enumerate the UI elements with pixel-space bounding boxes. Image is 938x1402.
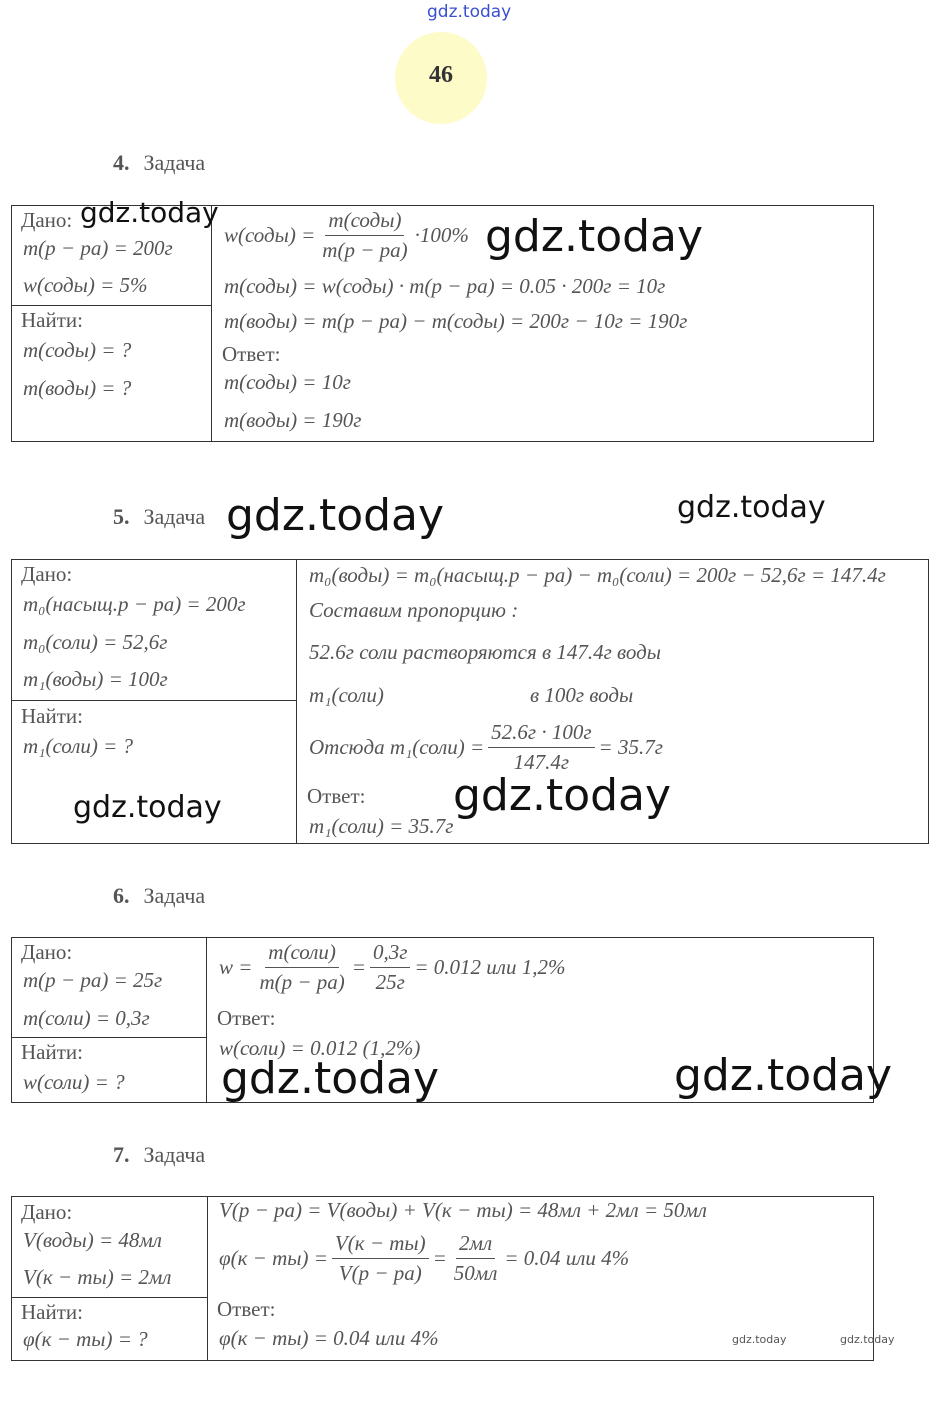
task-5-line-3: 52.6г соли растворяются в 147.4г воды (309, 640, 661, 664)
task-6-formula (219, 940, 565, 995)
task-5-number: 5. (113, 504, 130, 529)
task-6-given-2: m(соли) = 0,3г (23, 1006, 150, 1030)
task-7-f-left: φ(к − ты) = (219, 1246, 328, 1270)
task-4-formula-1 (224, 208, 469, 263)
task-4-given-2: w(соды) = 5% (23, 273, 148, 297)
task-7-f-right: = 0.04 или 4% (504, 1246, 630, 1270)
watermark-4a: gdz.today (80, 196, 219, 229)
watermark-6a: gdz.today (221, 1053, 440, 1104)
task-7-f1-den: V(p − pa) (338, 1261, 422, 1285)
task-7-find-label: Найти: (21, 1300, 83, 1324)
task-4-number: 4. (113, 150, 130, 175)
task-6-f-right: = 0.012 или 1,2% (414, 955, 566, 979)
task-6-f2-den: 25г (375, 970, 405, 994)
task-4-f1-right: ·100% (414, 223, 469, 247)
task-4-given-1: m(p − pa) = 200г (23, 236, 173, 260)
task-7-title: Задача (143, 1142, 206, 1167)
task-5-f-left: Отсюда m₁(соли) = (309, 735, 485, 759)
task-7-fraction-2 (451, 1231, 501, 1286)
task-6-fraction-2 (370, 940, 410, 995)
task-5-f-den: 147.4г (513, 750, 570, 774)
task-7-find-1: φ(к − ты) = ? (23, 1327, 148, 1351)
task-4-answer-label: Ответ: (222, 342, 281, 366)
task-5-given-1: m₀(насыщ.p − pa) = 200г (23, 592, 246, 616)
task-4-f1-den: m(p − pa) (322, 238, 408, 262)
task-4-divider-v (211, 205, 212, 441)
task-6-given-label: Дано: (21, 940, 73, 964)
task-5-find-label: Найти: (21, 704, 83, 728)
task-7-divider-v (207, 1196, 208, 1360)
task-6-f-left: w = (219, 955, 253, 979)
task-5-title: Задача (143, 504, 206, 529)
watermark-5c: gdz.today (73, 790, 222, 825)
task-6-fraction-1 (256, 940, 347, 995)
task-5-divider-h (11, 700, 296, 701)
task-6-answer-label: Ответ: (217, 1006, 276, 1030)
task-5-line-4a: m₁(соли) (309, 683, 384, 707)
task-6-f1-den: m(p − pa) (259, 970, 345, 994)
task-4-find-1: m(соды) = ? (23, 338, 132, 362)
task-6-divider-v (206, 937, 207, 1102)
task-6-find-label: Найти: (21, 1040, 83, 1064)
task-7-eq: = (432, 1246, 447, 1270)
task-6-answer-1: w(соли) = 0.012 (1,2%) (219, 1036, 421, 1060)
task-7-answer-label: Ответ: (217, 1297, 276, 1321)
watermark-4b: gdz.today (485, 211, 704, 262)
task-5-line-4b: в 100г воды (530, 683, 634, 707)
task-6-given-1: m(p − pa) = 25г (23, 968, 163, 992)
task-4-line-2: m(соды) = w(соды) · m(p − pa) = 0.05 · 200г = 10г (224, 274, 666, 298)
task-5-line-2: Составим пропорцию : (309, 598, 519, 622)
task-5-heading (113, 504, 205, 530)
header-watermark: gdz.today (427, 2, 512, 22)
task-5-f-num: 52.6г · 100г (488, 720, 594, 748)
task-4-line-3: m(воды) = m(p − pa) − m(соды) = 200г − 10г = 190г (224, 309, 688, 333)
task-4-title: Задача (143, 150, 206, 175)
task-7-formula (219, 1231, 629, 1286)
task-6-f1-num: m(соли) (265, 940, 339, 968)
task-5-formula (309, 720, 663, 775)
task-7-given-label: Дано: (21, 1200, 73, 1224)
task-7-given-2: V(к − ты) = 2мл (23, 1265, 172, 1289)
task-7-heading (113, 1142, 205, 1168)
task-7-divider-h (11, 1297, 207, 1298)
task-7-line-1: V(p − pa) = V(воды) + V(к − ты) = 48мл + 2мл = 50мл (219, 1198, 707, 1222)
task-7-answer-1: φ(к − ты) = 0.04 или 4% (219, 1326, 439, 1350)
watermark-5d: gdz.today (453, 770, 672, 821)
task-5-answer-label: Ответ: (307, 784, 366, 808)
task-4-given-label: Дано: (21, 208, 73, 232)
task-5-answer-1: m₁(соли) = 35.7г (309, 814, 454, 838)
watermark-7a: gdz.today (732, 1333, 787, 1346)
watermark-6b: gdz.today (674, 1050, 893, 1101)
page-number: 46 (429, 62, 453, 88)
task-5-find-1: m₁(соли) = ? (23, 734, 134, 758)
task-4-answer-1: m(соды) = 10г (224, 370, 351, 394)
task-5-given-3: m₁(воды) = 100г (23, 667, 168, 691)
watermark-5b: gdz.today (677, 490, 826, 525)
task-4-f1-left: w(соды) = (224, 223, 316, 247)
task-4-f1-num: m(соды) (325, 208, 404, 236)
task-4-answer-2: m(воды) = 190г (224, 408, 362, 432)
task-6-find-1: w(соли) = ? (23, 1070, 125, 1094)
task-7-f2-num: 2мл (456, 1231, 495, 1259)
task-4-find-label: Найти: (21, 308, 83, 332)
task-5-given-label: Дано: (21, 562, 73, 586)
task-5-f-right: = 35.7г (598, 735, 663, 759)
task-7-given-1: V(воды) = 48мл (23, 1228, 162, 1252)
task-6-divider-h (11, 1037, 206, 1038)
task-5-divider-v (296, 559, 297, 843)
task-7-fraction-1 (332, 1231, 429, 1286)
task-7-f2-den: 50мл (453, 1261, 498, 1285)
task-5-fraction (488, 720, 594, 775)
task-4-divider-h (11, 305, 211, 306)
watermark-7b: gdz.today (840, 1333, 895, 1346)
task-7-f1-num: V(к − ты) (332, 1231, 429, 1259)
task-6-number: 6. (113, 883, 130, 908)
task-6-heading (113, 883, 205, 909)
task-6-title: Задача (143, 883, 206, 908)
task-5-line-1: m₀(воды) = m₀(насыщ.p − pa) − m₀(соли) = 200г − 52,6г = 147.4г (309, 563, 886, 587)
task-4-find-2: m(воды) = ? (23, 376, 132, 400)
task-5-given-2: m₀(соли) = 52,6г (23, 630, 168, 654)
task-4-heading (113, 150, 205, 176)
watermark-5a: gdz.today (226, 490, 445, 541)
task-7-number: 7. (113, 1142, 130, 1167)
task-6-eq: = (351, 955, 366, 979)
task-6-f2-num: 0,3г (370, 940, 410, 968)
task-4-fraction (319, 208, 410, 263)
